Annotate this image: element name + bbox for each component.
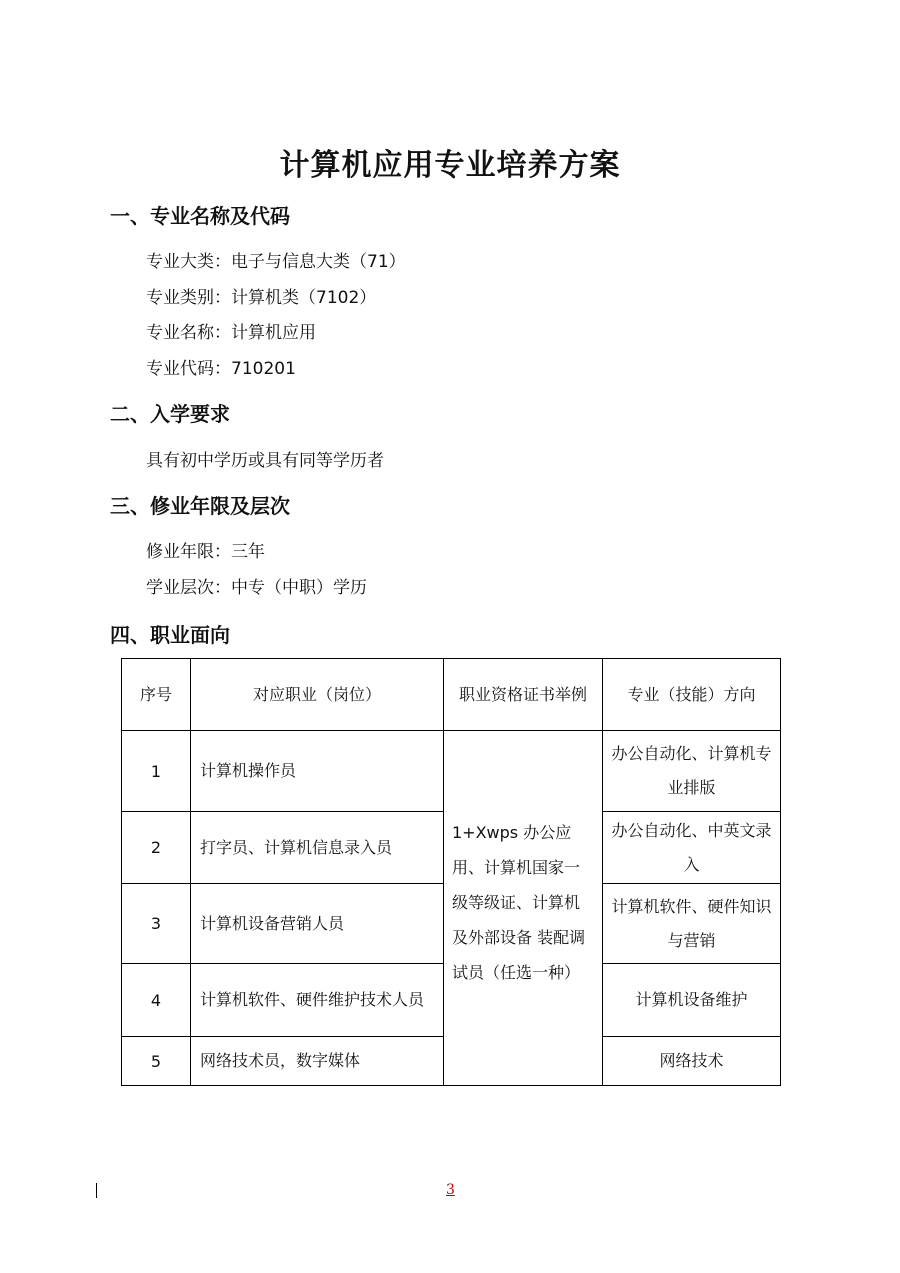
row-index: 1	[122, 731, 191, 812]
section-heading-3: 三、修业年限及层次	[110, 494, 290, 518]
row-index: 3	[122, 884, 191, 964]
career-table	[121, 658, 781, 1086]
row-index: 4	[122, 964, 191, 1037]
major-name: 专业名称：计算机应用	[146, 323, 316, 343]
row-job: 计算机软件、硬件维护技术人员	[191, 964, 444, 1037]
row-direction: 办公自动化、计算机专业排版	[603, 731, 781, 812]
study-level: 学业层次：中专（中职）学历	[146, 578, 367, 598]
admission-requirement: 具有初中学历或具有同等学历者	[146, 451, 384, 471]
major-code: 专业代码：710201	[146, 359, 296, 379]
table-row	[122, 731, 781, 812]
row-direction: 计算机软件、硬件知识与营销	[603, 884, 781, 964]
header-direction: 专业（技能）方向	[603, 659, 781, 731]
row-job: 网络技术员，数字媒体	[191, 1037, 444, 1086]
header-certificate: 职业资格证书举例	[444, 659, 603, 731]
row-job: 计算机操作员	[191, 731, 444, 812]
table-header-row	[122, 659, 781, 731]
section-heading-2: 二、入学要求	[110, 402, 230, 426]
major-class: 专业类别：计算机类（7102）	[146, 288, 377, 308]
section-heading-4: 四、职业面向	[110, 623, 230, 647]
header-index: 序号	[122, 659, 191, 731]
row-direction: 网络技术	[603, 1037, 781, 1086]
text-cursor-mark	[96, 1183, 97, 1198]
section-heading-1: 一、专业名称及代码	[110, 204, 290, 228]
row-index: 5	[122, 1037, 191, 1086]
study-duration: 修业年限：三年	[146, 542, 265, 562]
header-job: 对应职业（岗位）	[191, 659, 444, 731]
page-number: 3	[446, 1182, 455, 1198]
row-direction: 办公自动化、中英文录入	[603, 812, 781, 884]
row-index: 2	[122, 812, 191, 884]
certificate-examples: 1+Xwps 办公应用、计算机国家一级等级证、计算机及外部设备 装配调试员（任选一种）	[444, 731, 603, 1086]
row-job: 打字员、计算机信息录入员	[191, 812, 444, 884]
document-title: 计算机应用专业培养方案	[279, 148, 621, 183]
row-job: 计算机设备营销人员	[191, 884, 444, 964]
row-direction: 计算机设备维护	[603, 964, 781, 1037]
major-category: 专业大类：电子与信息大类（71）	[146, 252, 406, 272]
